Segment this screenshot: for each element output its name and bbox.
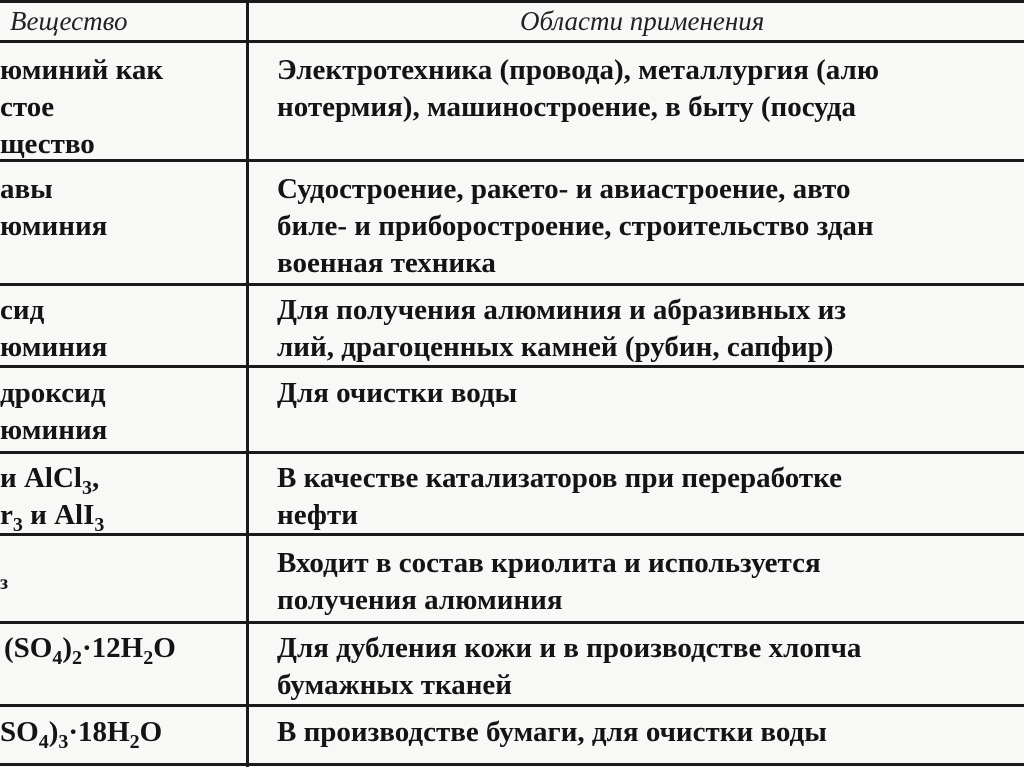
header-applications: Области применения [520, 6, 765, 36]
row-2-applications: Судостроение, ракето- и авиастроение, авто биле- и приборостроение, строительство здан военная техника [277, 173, 874, 279]
column-divider [246, 0, 249, 767]
header-substance: Вещество [10, 6, 128, 36]
row-divider [0, 621, 1024, 624]
row-3-applications: Для получения алюминия и абразивных из лий, драгоценных камней (рубин, сапфир) [277, 294, 847, 363]
row-1-applications: Электротехника (провода), металлургия (алю нотермия), машиностроение, в быту (посуда [277, 54, 879, 123]
row-1-substance: юминий как стое щество [0, 54, 164, 160]
row-3-substance: сид юминия [0, 294, 108, 363]
row-4-applications: Для очистки воды [277, 377, 518, 409]
row-4-substance: дроксид юминия [0, 377, 108, 446]
row-2-substance: авы юминия [0, 173, 108, 242]
row-7-substance: $(SO_4)_2\cdot 12H_2O$ [4, 632, 176, 669]
row-6-applications: Входит в состав криолита и используется получения алюминия [277, 547, 821, 616]
row-8-applications: В производстве бумаги, для очистки воды [277, 716, 827, 748]
header-divider [0, 40, 1024, 43]
row-6-substance: з [0, 572, 9, 594]
row-8-substance: $SO_4)_3\cdot 18H_2O$ [0, 716, 163, 753]
row-5-applications: В качестве катализаторов при переработке нефти [277, 462, 842, 531]
table-top-border [0, 0, 1024, 3]
row-7-applications: Для дубления кожи и в производстве хлопча бумажных тканей [277, 632, 862, 701]
row-5-substance: и AlCl$_3$, $r_3$ и AlI$_3$ [0, 462, 105, 536]
row-divider [0, 451, 1024, 454]
row-divider [0, 283, 1024, 286]
row-divider [0, 704, 1024, 707]
table-bottom-border [0, 763, 1024, 766]
